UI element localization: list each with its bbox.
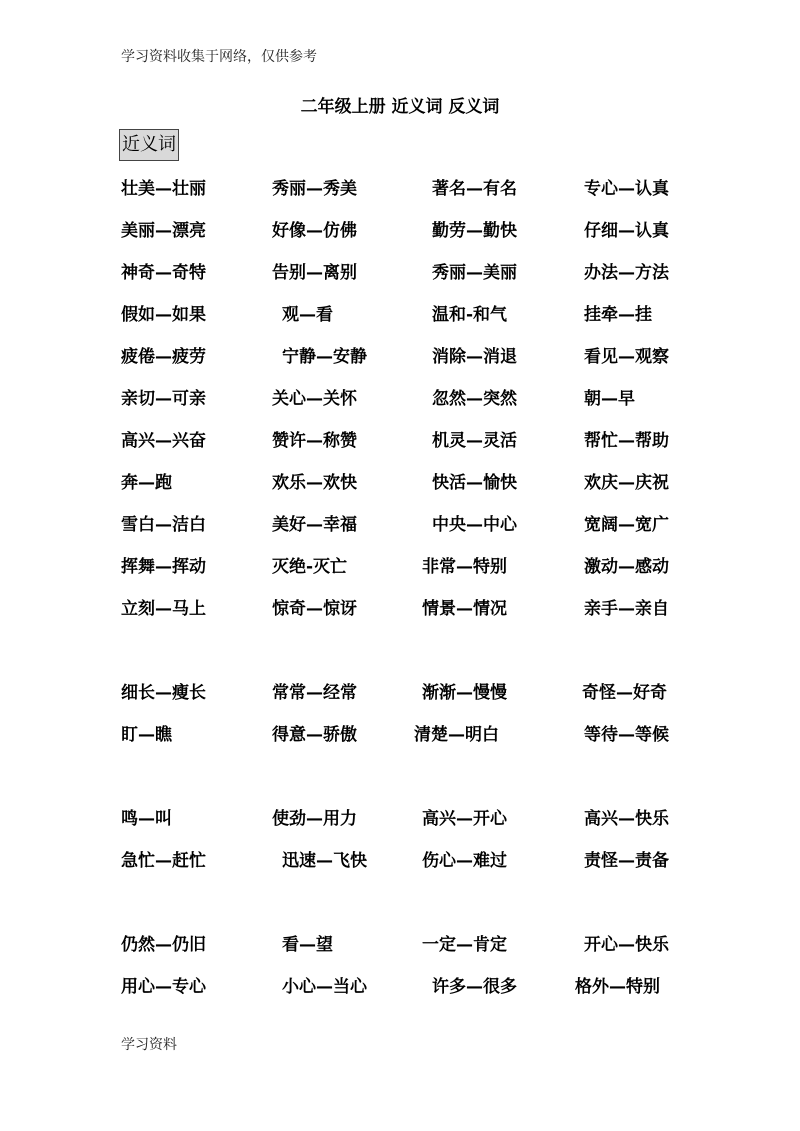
word-pair: 责怪—责备 [584,851,669,871]
word-pair-row [0,174,800,198]
word-pair: 仔细—认真 [584,221,669,241]
word-pair: 办法—方法 [584,263,669,283]
word-pair: 神奇—奇特 [121,263,206,283]
footer-note: 学习资料 [121,1037,177,1053]
word-pair-row [0,552,800,576]
word-pair: 告别—离别 [272,263,357,283]
word-pair: 激动—感动 [584,557,669,577]
word-pair-row [0,678,800,702]
word-pair: 亲手—亲自 [584,599,669,619]
word-pair: 高兴—开心 [422,809,507,829]
word-pair: 鸣—叫 [121,809,172,829]
word-pair: 雪白—洁白 [121,515,206,535]
word-pair: 非常—特别 [422,557,507,577]
word-pair-row [0,846,800,870]
word-pair-row [0,804,800,828]
word-pair: 消除—消退 [432,347,517,367]
word-pair: 美丽—漂亮 [121,221,206,241]
word-pair: 开心—快乐 [584,935,669,955]
word-pair: 关心—关怀 [272,389,357,409]
word-pair: 伤心—难过 [422,851,507,871]
word-pair: 欢庆—庆祝 [584,473,669,493]
word-pair: 得意—骄傲 [272,725,357,745]
word-pair-row [0,300,800,324]
word-pair-row [0,384,800,408]
word-pair: 清楚—明白 [414,725,499,745]
word-pair: 小心—当心 [282,977,367,997]
word-pair: 一定—肯定 [422,935,507,955]
word-pair: 等待—等候 [584,725,669,745]
word-pair: 中央—中心 [432,515,517,535]
word-pair: 专心—认真 [584,179,669,199]
word-pair: 奇怪—好奇 [582,683,667,703]
word-pair: 使劲—用力 [272,809,357,829]
document-title: 二年级上册 近义词 反义词 [300,97,500,117]
word-pair-row [0,720,800,744]
word-pair: 美好—幸福 [272,515,357,535]
word-pair-row [0,216,800,240]
word-pair: 观—看 [282,305,333,325]
word-pair: 盯—瞧 [121,725,172,745]
word-pair: 惊奇—惊讶 [272,599,357,619]
word-pair: 用心—专心 [121,977,206,997]
word-pair: 忽然—突然 [432,389,517,409]
word-pair-row [0,972,800,996]
word-pair: 奔—跑 [121,473,172,493]
word-pair: 灭绝-灭亡 [272,557,348,577]
word-pair-row [0,426,800,450]
word-pair-row [0,594,800,618]
word-pair: 赞许—称赞 [272,431,357,451]
word-pair: 高兴—兴奋 [121,431,206,451]
word-pair: 宽阔—宽广 [584,515,669,535]
word-pair: 温和-和气 [432,305,508,325]
word-pair: 挂牵—挂 [584,305,652,325]
word-pair: 壮美—壮丽 [121,179,206,199]
word-pair: 勤劳—勤快 [432,221,517,241]
word-pair: 细长—瘦长 [121,683,206,703]
word-pair: 朝—早 [584,389,635,409]
word-pair: 著名—有名 [432,179,517,199]
word-pair: 挥舞—挥动 [121,557,206,577]
word-pair-row [0,342,800,366]
word-pair: 仍然—仍旧 [121,935,206,955]
word-pair: 欢乐—欢快 [272,473,357,493]
word-pair: 宁静—安静 [282,347,367,367]
word-pair: 机灵—灵活 [432,431,517,451]
word-pair: 假如—如果 [121,305,206,325]
word-pair: 亲切—可亲 [121,389,206,409]
word-pair: 好像—仿佛 [272,221,357,241]
word-pair: 格外—特别 [575,977,660,997]
word-pair: 疲倦—疲劳 [121,347,206,367]
word-pair: 迅速—飞快 [282,851,367,871]
word-pair-row [0,510,800,534]
word-pair: 看—望 [282,935,333,955]
word-pair: 秀丽—秀美 [272,179,357,199]
word-pair: 急忙—赶忙 [121,851,206,871]
header-note: 学习资料收集于网络，仅供参考 [121,49,317,65]
word-pair: 许多—很多 [432,977,517,997]
word-pair: 渐渐—慢慢 [422,683,507,703]
word-pair-row [0,468,800,492]
word-pair: 秀丽—美丽 [432,263,517,283]
section-label-synonyms: 近义词 [119,129,179,161]
word-pair: 常常—经常 [272,683,357,703]
word-pair: 立刻—马上 [121,599,206,619]
word-pair: 看见—观察 [584,347,669,367]
word-pair-row [0,930,800,954]
word-pair: 帮忙—帮助 [584,431,669,451]
word-pair: 高兴—快乐 [584,809,669,829]
word-pair: 情景—情况 [422,599,507,619]
word-pair: 快活—愉快 [432,473,517,493]
word-pair-row [0,258,800,282]
